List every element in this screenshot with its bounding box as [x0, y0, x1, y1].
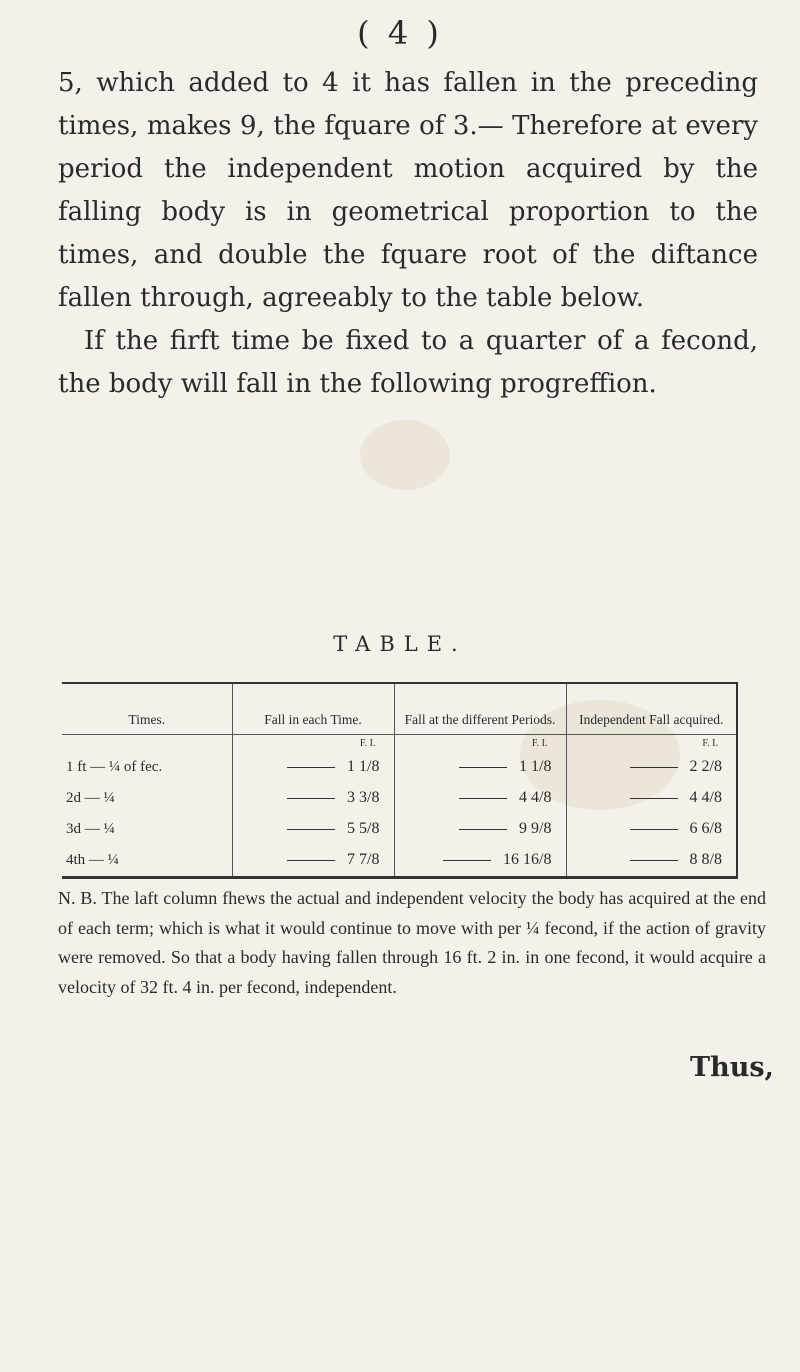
- unit-label: F. I.: [566, 735, 736, 752]
- fall-table: [62, 682, 738, 879]
- cell: 1 1/8: [394, 752, 566, 783]
- paragraph: 5, which added to 4 it has fallen in the preceding times, makes 9, the fquare of 3.— Therefore at every period the independent motion acquired by the falling body is in geometrical proportion to the times, and double the fquare root of the diftance fallen through, agreeably to the table below.: [58, 68, 758, 313]
- time-cell: 2d — ¼: [66, 789, 115, 806]
- unit-label: [62, 735, 232, 752]
- time-cell: 4th — ¼: [66, 851, 119, 868]
- unit-label: F. I.: [232, 735, 394, 752]
- cell: 6 6/8: [566, 814, 736, 845]
- page-number: ( 4 ): [357, 14, 443, 52]
- column-header: Fall at the different Periods.: [394, 684, 566, 735]
- table-row: [62, 752, 736, 783]
- footnote: N. B. The laft column fhews the actual and independent velocity the body has acquired at the end of each term; which is what it would continue to move with per ¼ fecond, if the action of gravity were removed. So that a body having fallen through 16 ft. 2 in. in one fecond, it would acquire a velocity of 32 ft. 4 in. per fecond, independent.: [58, 888, 766, 997]
- table-row: [62, 814, 736, 845]
- table-title: TABLE.: [333, 632, 467, 656]
- table-row: [62, 845, 736, 876]
- main-text: [58, 62, 758, 406]
- unit-label: F. I.: [394, 735, 566, 752]
- time-cell: 1 ft — ¼ of fec.: [66, 758, 163, 775]
- cell: 5 5/8: [232, 814, 394, 845]
- cell: 4 4/8: [394, 783, 566, 814]
- paragraph: If the firft time be fixed to a quarter of a fecond, the body will fall in the following progreffion.: [58, 326, 758, 399]
- cell: 2 2/8: [566, 752, 736, 783]
- cell: 9 9/8: [394, 814, 566, 845]
- cell: 16 16/8: [394, 845, 566, 876]
- cell: 8 8/8: [566, 845, 736, 876]
- cell: 4 4/8: [566, 783, 736, 814]
- column-header: Fall in each Time.: [232, 684, 394, 735]
- column-header: Times.: [62, 684, 232, 735]
- table-row: [62, 783, 736, 814]
- cell: 3 3/8: [232, 783, 394, 814]
- time-cell: 3d — ¼: [66, 820, 115, 837]
- paper-stain: [360, 420, 450, 490]
- catchword: Thus,: [690, 1052, 774, 1083]
- cell: 1 1/8: [232, 752, 394, 783]
- cell: 7 7/8: [232, 845, 394, 876]
- column-header: Independent Fall acquired.: [566, 684, 736, 735]
